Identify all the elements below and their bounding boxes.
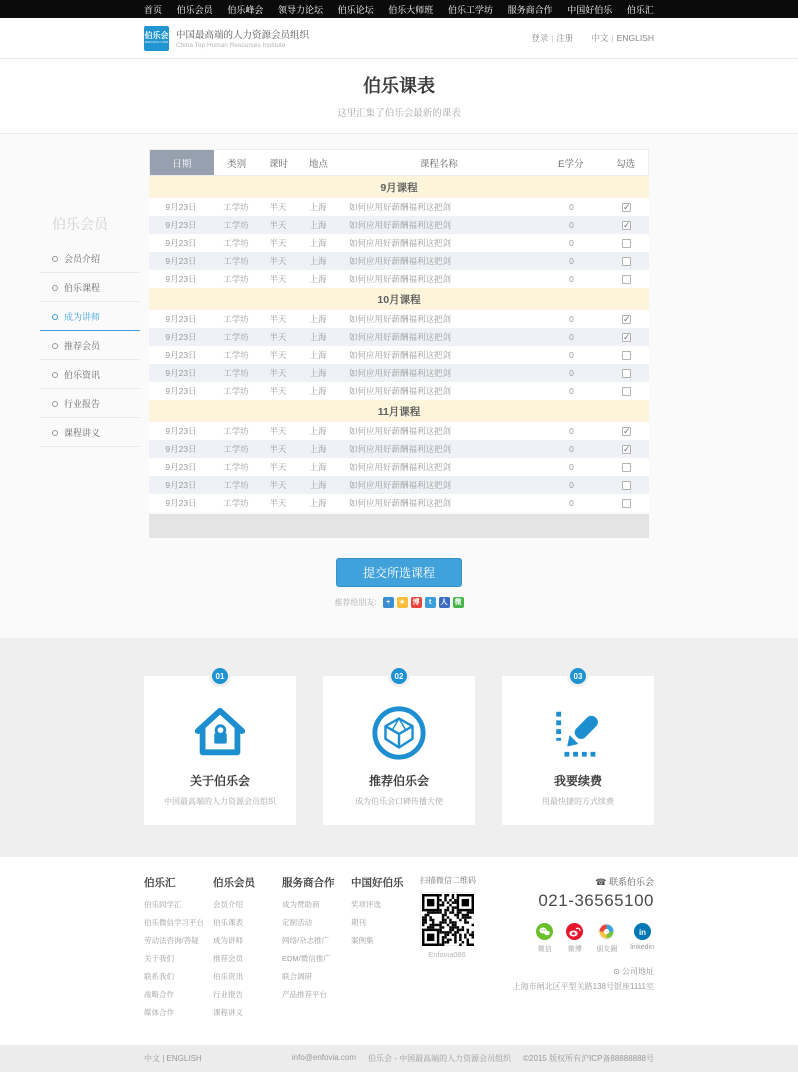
top-nav-bar bbox=[0, 0, 798, 18]
cell-date: 9月23日 bbox=[165, 444, 197, 454]
cell-check bbox=[604, 499, 649, 508]
feature-subtitle: 成为伯乐会口碑传播大使 bbox=[355, 797, 443, 806]
table-row bbox=[149, 310, 649, 328]
table-row bbox=[149, 346, 649, 364]
social-label: 微信 bbox=[537, 946, 552, 953]
cell-credit: 0 bbox=[569, 498, 574, 508]
sidebar-item-伯乐资讯[interactable] bbox=[40, 360, 140, 389]
feature-subtitle: 用最快捷的方式续费 bbox=[542, 797, 614, 806]
footer-link-伯乐同学汇[interactable]: 伯乐同学汇 bbox=[144, 900, 182, 909]
logo-title: 伯乐会 bbox=[144, 31, 169, 40]
social-label: 微博 bbox=[567, 946, 582, 953]
cell-location: 上海 bbox=[309, 462, 327, 472]
cell-check bbox=[604, 221, 649, 230]
cell-course: 如何应用好薪酬福利这把剑 bbox=[349, 462, 452, 472]
cell-check bbox=[604, 315, 649, 324]
lang-links bbox=[591, 32, 654, 44]
sidebar-item-会员介绍[interactable] bbox=[40, 244, 140, 273]
share-renren-icon[interactable]: 人 bbox=[440, 599, 448, 606]
cell-date: 9月23日 bbox=[165, 314, 197, 324]
cell-location: 上海 bbox=[309, 256, 327, 266]
footer-link-伯乐微信学习平台[interactable]: 伯乐微信学习平台 bbox=[144, 918, 204, 927]
column-header-课程名称[interactable]: 课程名称 bbox=[419, 158, 458, 170]
cell-duration: 半天 bbox=[269, 498, 287, 508]
row-checkbox[interactable] bbox=[622, 445, 631, 454]
divider: | bbox=[611, 33, 614, 43]
cell-date: 9月23日 bbox=[165, 462, 197, 472]
section-header: 9月课程 bbox=[149, 176, 649, 198]
home-icon bbox=[152, 702, 288, 764]
cell-category: 工学坊 bbox=[223, 426, 249, 436]
cell-course: 如何应用好薪酬福利这把剑 bbox=[349, 498, 452, 508]
feature-title: 我要续费 bbox=[553, 774, 602, 788]
cell-credit: 0 bbox=[569, 274, 574, 284]
table-row bbox=[149, 270, 649, 288]
row-checkbox[interactable] bbox=[622, 275, 631, 284]
course-table bbox=[149, 149, 649, 538]
footer-link-行业报告[interactable]: 行业报告 bbox=[213, 990, 243, 999]
social-微信[interactable] bbox=[536, 923, 553, 954]
cell-location: 上海 bbox=[309, 386, 327, 396]
cell-location: 上海 bbox=[309, 220, 327, 230]
nav-item-伯乐论坛[interactable]: 伯乐论坛 bbox=[337, 4, 374, 15]
table-row bbox=[149, 234, 649, 252]
cell-check bbox=[604, 427, 649, 436]
cell-duration: 半天 bbox=[269, 368, 287, 378]
share-more-icon[interactable]: + bbox=[383, 597, 394, 608]
cell-date: 9月23日 bbox=[165, 386, 197, 396]
nav-item-伯乐峰会[interactable]: 伯乐峰会 bbox=[227, 4, 264, 15]
cell-check bbox=[604, 463, 649, 472]
cell-date: 9月23日 bbox=[165, 480, 197, 490]
table-row bbox=[149, 216, 649, 234]
cell-category: 工学坊 bbox=[223, 256, 249, 266]
share-qzone-icon[interactable]: ★ bbox=[397, 597, 408, 608]
table-row bbox=[149, 476, 649, 494]
cell-check bbox=[604, 445, 649, 454]
cell-date: 9月23日 bbox=[165, 368, 197, 378]
footer-column-伯乐会员 bbox=[213, 875, 280, 1025]
footer-link-案例集[interactable]: 案例集 bbox=[351, 936, 374, 945]
cell-duration: 半天 bbox=[269, 426, 287, 436]
column-header-地点[interactable]: 地点 bbox=[308, 158, 328, 170]
login-link[interactable]: 登录 bbox=[531, 33, 549, 43]
row-checkbox[interactable] bbox=[622, 333, 631, 342]
footer-copyright: ©2015 版权所有沪ICP备88888888号 bbox=[523, 1054, 654, 1063]
section-header: 11月课程 bbox=[149, 400, 649, 422]
cell-location: 上海 bbox=[309, 480, 327, 490]
cell-date: 9月23日 bbox=[165, 256, 197, 266]
cell-check bbox=[604, 239, 649, 248]
sidebar-item-label: 伯乐课程 bbox=[64, 283, 101, 293]
table-row bbox=[149, 198, 649, 216]
cell-credit: 0 bbox=[569, 426, 574, 436]
cell-duration: 半天 bbox=[269, 462, 287, 472]
table-row bbox=[149, 364, 649, 382]
qr-block bbox=[420, 875, 505, 1025]
cell-check bbox=[604, 369, 649, 378]
circle-icon bbox=[52, 285, 58, 291]
footer-email: info@enfovia.com bbox=[291, 1053, 357, 1062]
table-row bbox=[149, 458, 649, 476]
cell-credit: 0 bbox=[569, 314, 574, 324]
cell-course: 如何应用好薪酬福利这把剑 bbox=[349, 480, 452, 490]
badge-03: 03 bbox=[567, 665, 589, 687]
cell-category: 工学坊 bbox=[223, 202, 249, 212]
address-label: ⊙ 公司地址 bbox=[613, 967, 654, 976]
footer-column-中国好伯乐 bbox=[351, 875, 418, 1025]
location-icon: ⊙ bbox=[613, 967, 620, 976]
cell-check bbox=[604, 203, 649, 212]
sidebar bbox=[40, 214, 140, 447]
cell-location: 上海 bbox=[309, 274, 327, 284]
footer-link-EDM/微信推广[interactable]: EDM/微信推广 bbox=[282, 954, 331, 963]
footer-link-联合调研[interactable]: 联合调研 bbox=[282, 972, 312, 981]
cell-course: 如何应用好薪酬福利这把剑 bbox=[349, 332, 452, 342]
circle-icon bbox=[52, 430, 58, 436]
footer-link-网络/杂志推广[interactable]: 网络/杂志推广 bbox=[282, 936, 330, 945]
cell-location: 上海 bbox=[309, 314, 327, 324]
share-weibo-icon[interactable]: 博 bbox=[412, 599, 420, 606]
social-label: linkedin bbox=[630, 944, 654, 951]
cell-duration: 半天 bbox=[269, 256, 287, 266]
lang-en-link[interactable]: ENGLISH bbox=[616, 33, 654, 43]
cell-location: 上海 bbox=[309, 498, 327, 508]
cube-icon bbox=[331, 702, 467, 764]
share-label: 推荐给朋友: bbox=[334, 598, 377, 607]
cell-credit: 0 bbox=[569, 256, 574, 266]
main-section bbox=[0, 134, 798, 638]
nav-item-中国好伯乐[interactable]: 中国好伯乐 bbox=[567, 4, 613, 15]
footer bbox=[0, 857, 798, 1045]
share-wechat-icon[interactable]: 微 bbox=[454, 599, 462, 606]
row-checkbox[interactable] bbox=[622, 203, 631, 212]
bottom-bar bbox=[0, 1045, 798, 1072]
social-label: 朋友圈 bbox=[596, 946, 618, 953]
cell-category: 工学坊 bbox=[223, 386, 249, 396]
row-checkbox[interactable] bbox=[622, 481, 631, 490]
table-row bbox=[149, 494, 649, 512]
column-header-E学分[interactable]: E学分 bbox=[558, 158, 584, 170]
feature-card-renew[interactable] bbox=[502, 671, 654, 825]
footer-link-推荐会员[interactable]: 推荐会员 bbox=[213, 954, 243, 963]
cell-course: 如何应用好薪酬福利这把剑 bbox=[349, 202, 452, 212]
nav-item-领导力论坛[interactable]: 领导力论坛 bbox=[277, 4, 323, 15]
page-title: 伯乐课表 bbox=[363, 76, 435, 96]
footer-column-title: 伯乐汇 bbox=[144, 877, 176, 889]
cell-date: 9月23日 bbox=[165, 238, 197, 248]
qr-code bbox=[420, 892, 474, 946]
share-tencent-icon[interactable]: t bbox=[425, 597, 436, 608]
table-footer-strip bbox=[149, 514, 649, 538]
cell-category: 工学坊 bbox=[223, 444, 249, 454]
cell-course: 如何应用好薪酬福利这把剑 bbox=[349, 314, 452, 324]
sidebar-item-label: 推荐会员 bbox=[64, 341, 101, 351]
column-header-课时[interactable]: 课时 bbox=[268, 158, 288, 170]
sidebar-item-label: 会员介绍 bbox=[64, 254, 101, 264]
row-checkbox[interactable] bbox=[622, 351, 631, 360]
cell-credit: 0 bbox=[569, 444, 574, 454]
cell-duration: 半天 bbox=[269, 314, 287, 324]
footer-column-伯乐汇 bbox=[144, 875, 211, 1025]
sidebar-item-成为讲师[interactable] bbox=[40, 302, 140, 331]
tagline-en: China Top Human Resources Institute bbox=[176, 42, 286, 49]
svg-text:in: in bbox=[638, 927, 646, 937]
cell-category: 工学坊 bbox=[223, 350, 249, 360]
cell-date: 9月23日 bbox=[165, 426, 197, 436]
cell-credit: 0 bbox=[569, 386, 574, 396]
qr-title: 扫描微信二维码 bbox=[420, 876, 476, 885]
cell-check bbox=[604, 257, 649, 266]
cell-category: 工学坊 bbox=[223, 274, 249, 284]
row-checkbox[interactable] bbox=[622, 387, 631, 396]
top-nav bbox=[144, 0, 654, 18]
footer-link-伯乐课表[interactable]: 伯乐课表 bbox=[213, 918, 243, 927]
circle-icon bbox=[52, 256, 58, 262]
social-朋友圈[interactable] bbox=[596, 923, 617, 954]
sidebar-item-行业报告[interactable] bbox=[40, 389, 140, 418]
sidebar-item-推荐会员[interactable] bbox=[40, 331, 140, 360]
footer-link-战略合作[interactable]: 战略合作 bbox=[144, 990, 174, 999]
cell-duration: 半天 bbox=[269, 480, 287, 490]
cell-category: 工学坊 bbox=[223, 238, 249, 248]
feature-card-recommend[interactable] bbox=[323, 671, 475, 825]
wechat-icon bbox=[536, 923, 553, 940]
circle-icon bbox=[52, 372, 58, 378]
cell-location: 上海 bbox=[309, 350, 327, 360]
row-checkbox[interactable] bbox=[622, 239, 631, 248]
footer-link-成为赞助商[interactable]: 成为赞助商 bbox=[282, 900, 320, 909]
cell-check bbox=[604, 351, 649, 360]
column-header-类别[interactable]: 类别 bbox=[227, 158, 247, 170]
feature-card-about[interactable] bbox=[144, 671, 296, 825]
cell-category: 工学坊 bbox=[223, 498, 249, 508]
cell-date: 9月23日 bbox=[165, 274, 197, 284]
footer-link-奖项评选[interactable]: 奖项评选 bbox=[351, 900, 381, 909]
sidebar-item-课程讲义[interactable] bbox=[40, 418, 140, 447]
footer-link-期刊[interactable]: 期刊 bbox=[351, 918, 366, 927]
social-linkedin[interactable] bbox=[630, 923, 654, 954]
cell-check bbox=[604, 387, 649, 396]
sidebar-item-label: 课程讲义 bbox=[64, 428, 101, 438]
cell-course: 如何应用好薪酬福利这把剑 bbox=[349, 220, 452, 230]
cell-course: 如何应用好薪酬福利这把剑 bbox=[349, 368, 452, 378]
tagline-cn: 中国最高端的人力资源会员组织 bbox=[176, 30, 310, 41]
divider: | bbox=[551, 33, 554, 43]
share-row bbox=[0, 597, 798, 608]
cell-course: 如何应用好薪酬福利这把剑 bbox=[349, 274, 452, 284]
cell-duration: 半天 bbox=[269, 386, 287, 396]
cell-date: 9月23日 bbox=[165, 350, 197, 360]
phone-number: 021-36565100 bbox=[538, 891, 654, 910]
cell-category: 工学坊 bbox=[223, 462, 249, 472]
row-checkbox[interactable] bbox=[622, 499, 631, 508]
footer-link-产品推荐平台[interactable]: 产品推荐平台 bbox=[282, 990, 327, 999]
cell-course: 如何应用好薪酬福利这把剑 bbox=[349, 238, 452, 248]
cell-location: 上海 bbox=[309, 444, 327, 454]
nav-item-伯乐大师班[interactable]: 伯乐大师班 bbox=[388, 4, 434, 15]
moments-icon bbox=[598, 923, 615, 940]
cell-check bbox=[604, 481, 649, 490]
sidebar-item-伯乐课程[interactable] bbox=[40, 273, 140, 302]
row-checkbox[interactable] bbox=[622, 221, 631, 230]
footer-link-劳动法咨询/答疑[interactable]: 劳动法咨询/答疑 bbox=[144, 936, 199, 945]
nav-item-伯乐汇[interactable]: 伯乐汇 bbox=[626, 4, 654, 15]
footer-column-title: 伯乐会员 bbox=[213, 877, 255, 889]
table-row bbox=[149, 440, 649, 458]
row-checkbox[interactable] bbox=[622, 257, 631, 266]
footer-link-课程讲义[interactable]: 课程讲义 bbox=[213, 1008, 243, 1017]
footer-link-伯乐资讯[interactable]: 伯乐资讯 bbox=[213, 972, 243, 981]
nav-item-伯乐工学坊[interactable]: 伯乐工学坊 bbox=[447, 4, 493, 15]
cell-check bbox=[604, 275, 649, 284]
register-link[interactable]: 注册 bbox=[556, 33, 574, 43]
cell-course: 如何应用好薪酬福利这把剑 bbox=[349, 426, 452, 436]
column-header-日期[interactable]: 日期 bbox=[150, 150, 214, 175]
table-row bbox=[149, 252, 649, 270]
footer-link-关于我们[interactable]: 关于我们 bbox=[144, 954, 174, 963]
circle-icon bbox=[52, 343, 58, 349]
page-subtitle: 这里汇集了伯乐会最新的课表 bbox=[337, 108, 461, 119]
cell-credit: 0 bbox=[569, 368, 574, 378]
footer-link-会员介绍[interactable]: 会员介绍 bbox=[213, 900, 243, 909]
weibo-icon bbox=[566, 923, 583, 940]
phone-icon: ☎ bbox=[595, 877, 607, 887]
table-row bbox=[149, 382, 649, 400]
cell-course: 如何应用好薪酬福利这把剑 bbox=[349, 350, 452, 360]
cell-date: 9月23日 bbox=[165, 202, 197, 212]
logo[interactable] bbox=[144, 26, 169, 51]
sidebar-item-label: 成为讲师 bbox=[64, 312, 101, 322]
cell-category: 工学坊 bbox=[223, 332, 249, 342]
sidebar-title: 伯乐会员 bbox=[52, 216, 108, 232]
table-header bbox=[149, 149, 649, 176]
cell-location: 上海 bbox=[309, 368, 327, 378]
cell-duration: 半天 bbox=[269, 444, 287, 454]
cell-location: 上海 bbox=[309, 238, 327, 248]
cell-duration: 半天 bbox=[269, 220, 287, 230]
cell-category: 工学坊 bbox=[223, 480, 249, 490]
contact-label: ☎ 联系伯乐会 bbox=[595, 877, 654, 887]
page-head bbox=[0, 59, 798, 134]
cell-credit: 0 bbox=[569, 332, 574, 342]
cell-date: 9月23日 bbox=[165, 332, 197, 342]
table-row bbox=[149, 422, 649, 440]
cell-category: 工学坊 bbox=[223, 314, 249, 324]
cell-credit: 0 bbox=[569, 350, 574, 360]
circle-icon bbox=[52, 314, 58, 320]
cell-duration: 半天 bbox=[269, 238, 287, 248]
nav-item-伯乐会员[interactable]: 伯乐会员 bbox=[176, 4, 213, 15]
cell-duration: 半天 bbox=[269, 274, 287, 284]
cell-credit: 0 bbox=[569, 202, 574, 212]
footer-link-联系我们[interactable]: 联系我们 bbox=[144, 972, 174, 981]
section-header: 10月课程 bbox=[149, 288, 649, 310]
footer-column-服务商合作 bbox=[282, 875, 349, 1025]
pencil-icon bbox=[510, 702, 646, 764]
column-header-勾选[interactable]: 勾选 bbox=[616, 158, 636, 170]
cell-location: 上海 bbox=[309, 426, 327, 436]
auth-links bbox=[531, 32, 573, 44]
submit-button[interactable]: 提交所选课程 bbox=[336, 558, 462, 587]
footer-link-成为讲师[interactable]: 成为讲师 bbox=[213, 936, 243, 945]
footer-column-title: 中国好伯乐 bbox=[351, 877, 404, 889]
site-header bbox=[0, 18, 798, 59]
footer-link-媒体合作[interactable]: 媒体合作 bbox=[144, 1008, 174, 1017]
circle-icon bbox=[52, 401, 58, 407]
table-body bbox=[149, 176, 649, 512]
footer-slogan: 伯乐会 - 中国最高端的人力资源会员组织 bbox=[368, 1054, 512, 1063]
cell-category: 工学坊 bbox=[223, 220, 249, 230]
table-row bbox=[149, 328, 649, 346]
logo-subtitle: ENFOVIA.COM bbox=[144, 40, 169, 44]
row-checkbox[interactable] bbox=[622, 369, 631, 378]
sidebar-item-label: 伯乐资讯 bbox=[64, 370, 101, 380]
features-section bbox=[0, 638, 798, 857]
bottom-lang-toggle[interactable]: 中文 | ENGLISH bbox=[144, 1054, 202, 1063]
cell-check bbox=[604, 333, 649, 342]
badge-01: 01 bbox=[209, 665, 231, 687]
contact-block bbox=[505, 875, 654, 1025]
qr-caption: Enfovia086 bbox=[428, 950, 466, 959]
cell-date: 9月23日 bbox=[165, 498, 197, 508]
cell-credit: 0 bbox=[569, 220, 574, 230]
feature-title: 关于伯乐会 bbox=[189, 774, 250, 788]
sidebar-item-label: 行业报告 bbox=[64, 399, 101, 409]
cell-credit: 0 bbox=[569, 480, 574, 490]
linkedin-icon bbox=[634, 923, 651, 940]
row-checkbox[interactable] bbox=[622, 463, 631, 472]
cell-duration: 半天 bbox=[269, 332, 287, 342]
footer-column-title: 服务商合作 bbox=[282, 877, 335, 889]
feature-title: 推荐伯乐会 bbox=[368, 774, 429, 788]
row-checkbox[interactable] bbox=[622, 427, 631, 436]
cell-duration: 半天 bbox=[269, 350, 287, 360]
cell-location: 上海 bbox=[309, 332, 327, 342]
cell-course: 如何应用好薪酬福利这把剑 bbox=[349, 386, 452, 396]
cell-credit: 0 bbox=[569, 462, 574, 472]
badge-02: 02 bbox=[388, 665, 410, 687]
cell-course: 如何应用好薪酬福利这把剑 bbox=[349, 256, 452, 266]
cell-credit: 0 bbox=[569, 238, 574, 248]
cell-duration: 半天 bbox=[269, 202, 287, 212]
lang-cn-link[interactable]: 中文 bbox=[591, 33, 609, 43]
social-微博[interactable] bbox=[566, 923, 583, 954]
tagline bbox=[176, 27, 309, 49]
nav-item-首页[interactable]: 首页 bbox=[144, 4, 163, 15]
row-checkbox[interactable] bbox=[622, 315, 631, 324]
cell-course: 如何应用好薪酬福利这把剑 bbox=[349, 444, 452, 454]
address: 上海市闸北区平型关路138号银座1111室 bbox=[512, 982, 654, 991]
nav-item-服务商合作[interactable]: 服务商合作 bbox=[507, 4, 553, 15]
footer-link-定制活动[interactable]: 定制活动 bbox=[282, 918, 312, 927]
cell-date: 9月23日 bbox=[165, 220, 197, 230]
cell-location: 上海 bbox=[309, 202, 327, 212]
feature-subtitle: 中国最高端的人力资源会员组织 bbox=[164, 797, 276, 806]
cell-category: 工学坊 bbox=[223, 368, 249, 378]
